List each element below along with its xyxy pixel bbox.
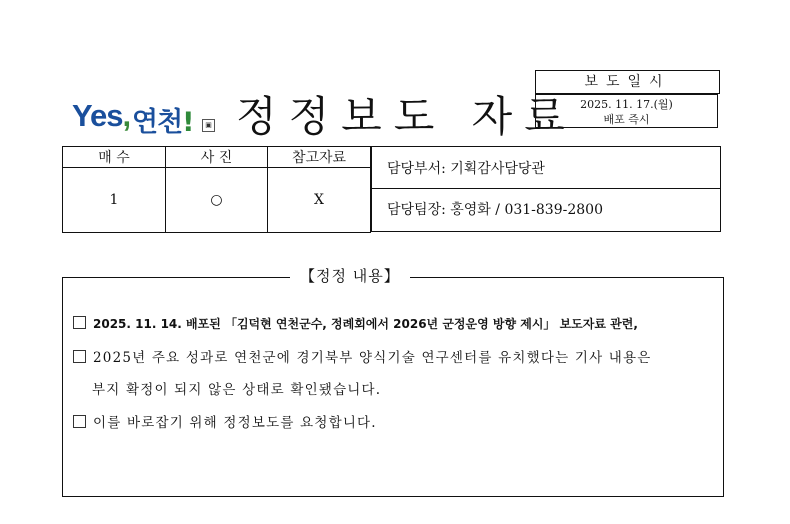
value-reference: X — [268, 168, 371, 233]
checkbox-square-icon — [73, 316, 86, 329]
department-line: 담당부서: 기획감사담당관 — [372, 147, 720, 189]
manager-line: 담당팀장: 홍영화 / 031-839-2800 — [387, 202, 603, 218]
release-date: 2025. 11. 17.(월) — [580, 98, 673, 111]
release-date-label: 보도일시 — [535, 70, 720, 94]
checkbox-square-icon — [73, 415, 86, 428]
meta-table — [62, 146, 371, 233]
value-pages: 1 — [63, 168, 166, 233]
logo-mark-icon: ▣ — [202, 119, 215, 132]
header-pages: 매 수 — [63, 147, 166, 168]
document-title: 정정보도 자료 — [236, 92, 577, 141]
checkbox-square-icon — [73, 350, 86, 363]
value-photo: ○ — [166, 168, 268, 233]
release-date-value — [535, 94, 718, 128]
header-photo: 사 진 — [166, 147, 268, 168]
contact-box — [371, 146, 721, 232]
yes-yeoncheon-logo — [72, 96, 222, 140]
content-item-2: 2025년 주요 성과로 연천군에 경기북부 양식기술 연구센터를 유치했다는 기사 내용은 — [73, 346, 652, 366]
correction-content-label: 【정정 내용】 — [290, 264, 410, 288]
release-date-box — [535, 70, 720, 128]
content-item-3: 이를 바로잡기 위해 정정보도를 요청합니다. — [73, 411, 377, 431]
content-item-1: 2025. 11. 14. 배포된 「김덕현 연천군수, 정례회에서 2026년 군정운영 방향 제시」 보도자료 관련, — [73, 315, 638, 332]
content-item-2-continued: 부지 확정이 되지 않은 상태로 확인됐습니다. — [92, 382, 382, 398]
header-reference: 참고자료 — [268, 147, 371, 168]
release-note: 배포 즉시 — [603, 113, 650, 126]
logo-korean: 연천! — [132, 107, 194, 138]
logo-latin: Yes, — [72, 98, 131, 133]
